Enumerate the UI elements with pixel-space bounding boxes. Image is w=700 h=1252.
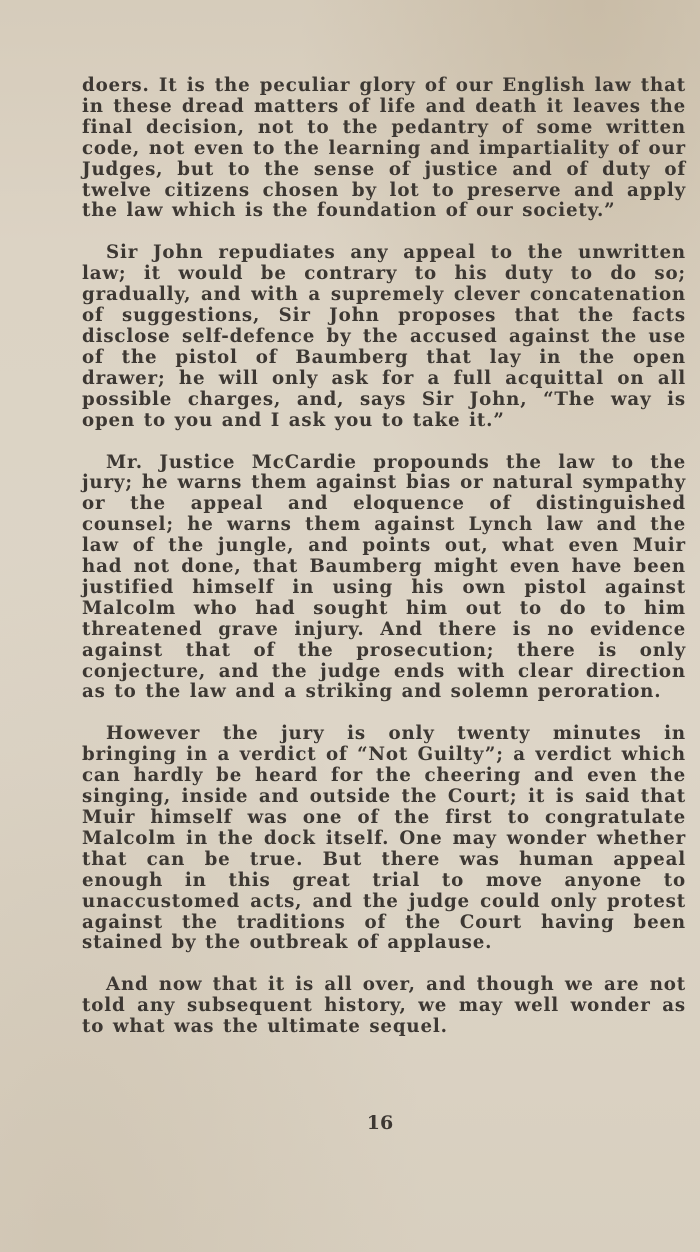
- paragraph-continuation: doers. It is the peculiar glory of our English law that in these dread matters of life and death it leaves the final decision, not to the pedantry of some written code, not even to the learning and impartiality of our Judges, but to the sense of justice and of duty of twelve citizens chosen by lot to preserve and apply the law which is the foundation of our society.”: [82, 75, 686, 222]
- paragraph-verdict: However the jury is only twenty minutes in bringing in a verdict of “Not Guilty”; a verdict which can hardly be heard for the cheering and even the singing, inside and outside the Court; it is said that Muir himself was one of the first to congratulate Malcolm in the dock itself. One may wonder whether that can be true. But there was human appeal enough in this great trial to move anyone to unaccustomed acts, and the judge could only protest against the traditions of the Court having been stained by the outbreak of applause.: [82, 723, 686, 954]
- paragraph-sequel: And now that it is all over, and though we are not told any subsequent history, we may well wonder as to what was the ultimate sequel.: [82, 974, 686, 1038]
- page-number: 16: [366, 1112, 394, 1134]
- body-text: [82, 76, 686, 1059]
- paragraph-sir-john: Sir John repudiates any appeal to the unwritten law; it would be contrary to his duty to do so; gradually, and with a supremely clever concatenation of suggestions, Sir John proposes that the facts disclose self-defence by the accused against the use of the pistol of Baumberg that lay in the open drawer; he will only ask for a full acquittal on all possible charges, and, says Sir John, “The way is open to you and I ask you to take it.”: [82, 242, 686, 431]
- paragraph-justice-mccardie: Mr. Justice McCardie propounds the law to the jury; he warns them against bias or natural sympathy or the appeal and eloquence of distinguished counsel; he warns them against Lynch law and the law of the jungle, and points out, what even Muir had not done, that Baumberg might even have been justified himself in using his own pistol against Malcolm who had sought him out to do to him threatened grave injury. And there is no evidence against that of the prosecution; there is only conjecture, and the judge ends with clear direction as to the law and a striking and solemn peroration.: [82, 451, 686, 703]
